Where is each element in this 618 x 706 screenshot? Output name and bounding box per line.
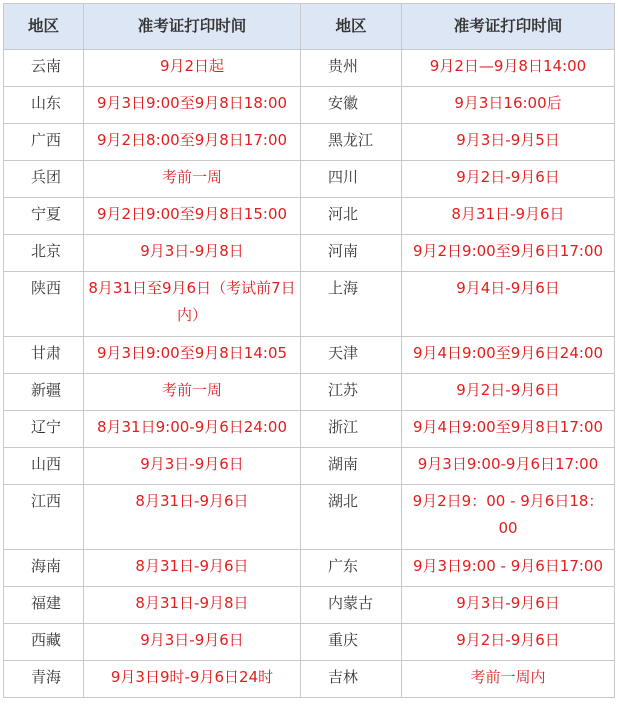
region-cell: 辽宁 bbox=[4, 411, 84, 448]
region-cell: 吉林 bbox=[301, 661, 402, 698]
print-time-cell: 9月4日-9月6日 bbox=[402, 272, 615, 337]
region-cell: 海南 bbox=[4, 550, 84, 587]
table-row bbox=[4, 485, 615, 550]
print-time-cell: 9月3日-9月8日 bbox=[84, 235, 301, 272]
region-cell: 广西 bbox=[4, 124, 84, 161]
print-time-cell: 8月31日-9月6日 bbox=[84, 485, 301, 550]
print-time-cell: 9月4日9:00至9月8日17:00 bbox=[402, 411, 615, 448]
table-row bbox=[4, 374, 615, 411]
print-time-cell: 9月2日-9月6日 bbox=[402, 374, 615, 411]
region-cell: 北京 bbox=[4, 235, 84, 272]
print-time-cell: 8月31日-9月8日 bbox=[84, 587, 301, 624]
print-time-cell: 9月2日-9月6日 bbox=[402, 161, 615, 198]
region-cell: 云南 bbox=[4, 50, 84, 87]
table-row bbox=[4, 411, 615, 448]
print-time-cell: 9月2日8:00至9月8日17:00 bbox=[84, 124, 301, 161]
region-cell: 福建 bbox=[4, 587, 84, 624]
print-time-cell: 考前一周 bbox=[84, 374, 301, 411]
region-cell: 黑龙江 bbox=[301, 124, 402, 161]
table-row bbox=[4, 124, 615, 161]
header-print-time: 准考证打印时间 bbox=[84, 4, 301, 50]
region-cell: 兵团 bbox=[4, 161, 84, 198]
print-time-cell: 8月31日9:00-9月6日24:00 bbox=[84, 411, 301, 448]
region-cell: 江西 bbox=[4, 485, 84, 550]
print-time-cell: 9月2日—9月8日14:00 bbox=[402, 50, 615, 87]
region-cell: 贵州 bbox=[301, 50, 402, 87]
table-row bbox=[4, 587, 615, 624]
print-time-cell: 9月3日-9月6日 bbox=[84, 624, 301, 661]
table-row bbox=[4, 235, 615, 272]
print-time-cell: 9月3日9时-9月6日24时 bbox=[84, 661, 301, 698]
print-time-cell: 8月31日-9月6日 bbox=[402, 198, 615, 235]
table-row bbox=[4, 550, 615, 587]
table-body bbox=[4, 50, 615, 698]
region-cell: 四川 bbox=[301, 161, 402, 198]
region-cell: 江苏 bbox=[301, 374, 402, 411]
print-time-cell: 9月3日-9月5日 bbox=[402, 124, 615, 161]
print-time-cell: 9月3日9:00-9月6日17:00 bbox=[402, 448, 615, 485]
print-time-cell: 9月3日9:00至9月8日18:00 bbox=[84, 87, 301, 124]
table-row bbox=[4, 87, 615, 124]
print-time-cell: 9月3日9:00 - 9月6日17:00 bbox=[402, 550, 615, 587]
region-cell: 上海 bbox=[301, 272, 402, 337]
region-cell: 湖南 bbox=[301, 448, 402, 485]
region-cell: 宁夏 bbox=[4, 198, 84, 235]
print-time-cell: 9月3日9:00至9月8日14:05 bbox=[84, 337, 301, 374]
table-row bbox=[4, 661, 615, 698]
print-time-cell: 9月3日-9月6日 bbox=[402, 587, 615, 624]
region-cell: 河南 bbox=[301, 235, 402, 272]
region-cell: 河北 bbox=[301, 198, 402, 235]
print-time-cell: 9月2日9:00至9月6日17:00 bbox=[402, 235, 615, 272]
region-cell: 重庆 bbox=[301, 624, 402, 661]
print-time-cell: 考前一周内 bbox=[402, 661, 615, 698]
table-header-row bbox=[4, 4, 615, 50]
region-cell: 山西 bbox=[4, 448, 84, 485]
region-cell: 广东 bbox=[301, 550, 402, 587]
region-cell: 湖北 bbox=[301, 485, 402, 550]
table-row bbox=[4, 624, 615, 661]
print-time-cell: 9月2日9:00至9月8日15:00 bbox=[84, 198, 301, 235]
admission-ticket-schedule-table bbox=[3, 3, 615, 698]
print-time-cell: 9月3日16:00后 bbox=[402, 87, 615, 124]
table-row bbox=[4, 50, 615, 87]
print-time-cell: 9月2日-9月6日 bbox=[402, 624, 615, 661]
region-cell: 甘肃 bbox=[4, 337, 84, 374]
header-print-time: 准考证打印时间 bbox=[402, 4, 615, 50]
print-time-cell: 8月31日-9月6日 bbox=[84, 550, 301, 587]
print-time-cell: 9月4日9:00至9月6日24:00 bbox=[402, 337, 615, 374]
print-time-cell: 9月3日-9月6日 bbox=[84, 448, 301, 485]
region-cell: 西藏 bbox=[4, 624, 84, 661]
table-row bbox=[4, 198, 615, 235]
print-time-cell: 考前一周 bbox=[84, 161, 301, 198]
print-time-cell: 8月31日至9月6日（考试前7日内） bbox=[84, 272, 301, 337]
table-row bbox=[4, 448, 615, 485]
region-cell: 天津 bbox=[301, 337, 402, 374]
table-row bbox=[4, 272, 615, 337]
table-row bbox=[4, 161, 615, 198]
region-cell: 内蒙古 bbox=[301, 587, 402, 624]
print-time-cell: 9月2日起 bbox=[84, 50, 301, 87]
region-cell: 浙江 bbox=[301, 411, 402, 448]
region-cell: 安徽 bbox=[301, 87, 402, 124]
table-row bbox=[4, 337, 615, 374]
print-time-cell: 9月2日9：00 - 9月6日18：00 bbox=[402, 485, 615, 550]
region-cell: 山东 bbox=[4, 87, 84, 124]
header-region: 地区 bbox=[4, 4, 84, 50]
header-region: 地区 bbox=[301, 4, 402, 50]
region-cell: 青海 bbox=[4, 661, 84, 698]
region-cell: 陕西 bbox=[4, 272, 84, 337]
region-cell: 新疆 bbox=[4, 374, 84, 411]
